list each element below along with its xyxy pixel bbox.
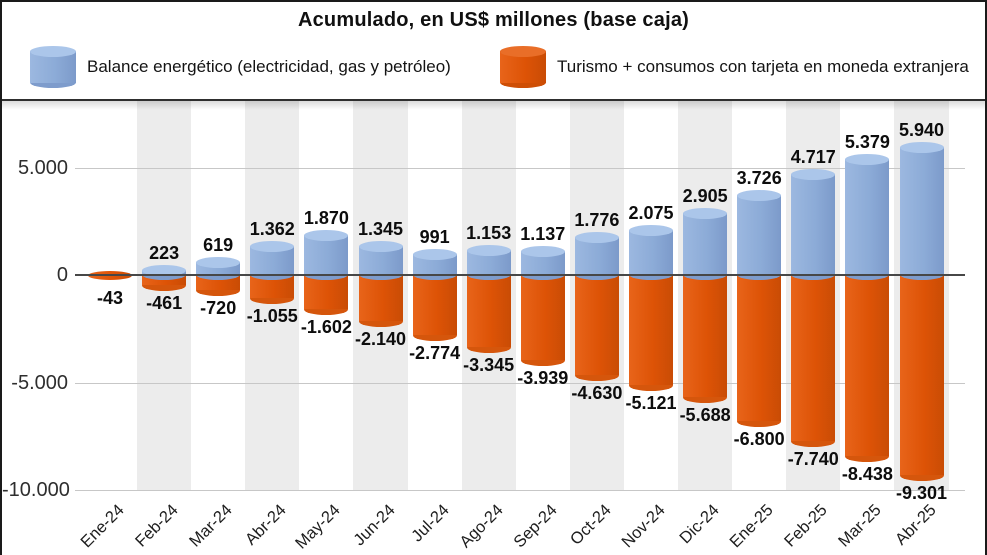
x-axis-label-Mar-25: Mar-25 [835,500,886,551]
y-tick-label--5.000: -5.000 [11,371,68,394]
value-label-turismo-Abr-24: -1.055 [246,305,298,326]
y-tick-label--10.000: -10.000 [2,479,70,501]
value-label-balance-May-24: 1.870 [303,207,349,228]
value-label-turismo-Mar-24: -720 [200,298,237,319]
turismo-series-marker-icon [500,46,546,88]
x-axis-label-Oct-24: Oct-24 [566,500,615,549]
bar-turismo-Ago-24 [467,275,511,347]
bar-balance-Ene-25 [737,195,781,275]
x-axis-label-Abr-25: Abr-25 [891,500,940,549]
value-label-turismo-Sep-24: -3.939 [517,367,569,388]
bar-turismo-Oct-24 [575,275,619,375]
value-label-balance-Mar-25: 5.379 [844,132,890,153]
x-axis-label-Jun-24: Jun-24 [349,500,399,550]
value-label-balance-Mar-24: 619 [203,234,234,255]
bar-balance-Nov-24 [629,230,673,275]
bar-balance-Jun-24 [359,246,403,275]
bar-turismo-Feb-25 [791,275,835,441]
legend-label-balance: Balance energético (electricidad, gas y petróleo) [87,57,451,76]
value-label-turismo-Jun-24: -2.140 [354,329,407,349]
value-label-turismo-Ene-24: -43 [96,288,123,308]
value-label-balance-Abr-25: 5.940 [898,120,945,141]
value-label-turismo-Nov-24: -5.121 [625,393,677,414]
value-label-balance-Jul-24: 991 [419,226,450,247]
value-label-turismo-Jul-24: -2.774 [409,342,461,363]
legend-label-turismo: Turismo + consumos con tarjeta en moneda extranjera [557,57,969,76]
value-label-turismo-Feb-25: -7.740 [787,449,839,470]
legend-item-turismo [500,46,969,88]
value-label-balance-Sep-24: 1.137 [520,223,566,244]
x-axis-label-Ago-24: Ago-24 [455,500,507,552]
value-label-turismo-Ene-25: -6.800 [733,429,785,450]
header-shadow [2,101,985,110]
balance-series-marker-icon [30,46,76,88]
gridline--10.000 [75,490,965,491]
chart-title: Acumulado, en US$ millones (base caja) [297,9,690,31]
x-axis-label-Ene-24: Ene-24 [77,500,128,552]
bar-turismo-Jun-24 [359,275,403,321]
x-axis-label-Sep-24: Sep-24 [510,500,561,552]
bar-turismo-Mar-25 [845,275,889,456]
bar-turismo-Abr-25 [900,275,944,475]
value-label-turismo-Ago-24: -3.345 [463,354,515,375]
x-axis-label-Dic-24: Dic-24 [676,500,723,548]
bar-turismo-Dic-24 [683,275,727,397]
y-tick-label-0: 0 [56,264,68,286]
bar-turismo-May-24 [304,275,348,309]
x-axis-label-Abr-24: Abr-24 [242,500,290,549]
value-label-turismo-Abr-25: -9.301 [895,482,948,503]
value-label-balance-Feb-25: 4.717 [790,146,836,167]
bar-turismo-Nov-24 [629,275,673,385]
value-label-balance-Feb-24: 223 [149,243,180,264]
y-tick-label-5.000: 5.000 [17,156,68,179]
value-label-balance-Ene-25: 3.726 [736,167,782,188]
zero-axis-line [75,274,965,276]
bar-balance-May-24 [304,235,348,275]
x-axis-label-Jul-24: Jul-24 [407,500,453,546]
bar-balance-Sep-24 [521,251,565,275]
value-label-balance-Nov-24: 2.075 [628,203,674,224]
bar-chart-plot-area [2,101,985,555]
bar-turismo-Jul-24 [413,275,457,335]
bar-balance-Ago-24 [467,250,511,275]
legend-item-balance [30,46,451,88]
bar-balance-Mar-25 [845,159,889,275]
x-axis-label-Mar-24: Mar-24 [186,500,236,551]
value-label-turismo-Feb-24: -461 [146,292,183,313]
x-axis-label-Feb-25: Feb-25 [781,500,831,551]
x-axis-label-Feb-24: Feb-24 [132,500,182,551]
bar-balance-Abr-25 [900,147,944,275]
value-label-balance-Ago-24: 1.153 [466,223,512,244]
value-label-turismo-Oct-24: -4.630 [571,382,623,403]
bar-turismo-Sep-24 [521,275,565,360]
x-axis-label-May-24: May-24 [292,500,345,553]
x-axis-label-Ene-25: Ene-25 [726,500,777,552]
value-label-turismo-May-24: -1.602 [300,317,352,338]
value-label-balance-Abr-24: 1.362 [249,218,295,239]
bar-turismo-Ene-25 [737,275,781,421]
value-label-turismo-Dic-24: -5.688 [679,405,731,426]
value-label-balance-Oct-24: 1.776 [574,209,620,230]
x-axis-label-Nov-24: Nov-24 [618,500,669,552]
value-label-balance-Dic-24: 2.905 [682,185,728,206]
value-label-balance-Jun-24: 1.345 [357,219,404,240]
gridline-5.000 [75,168,965,169]
value-label-turismo-Mar-25: -8.438 [841,464,893,485]
bar-balance-Jul-24 [413,254,457,275]
chart-header [2,2,985,101]
